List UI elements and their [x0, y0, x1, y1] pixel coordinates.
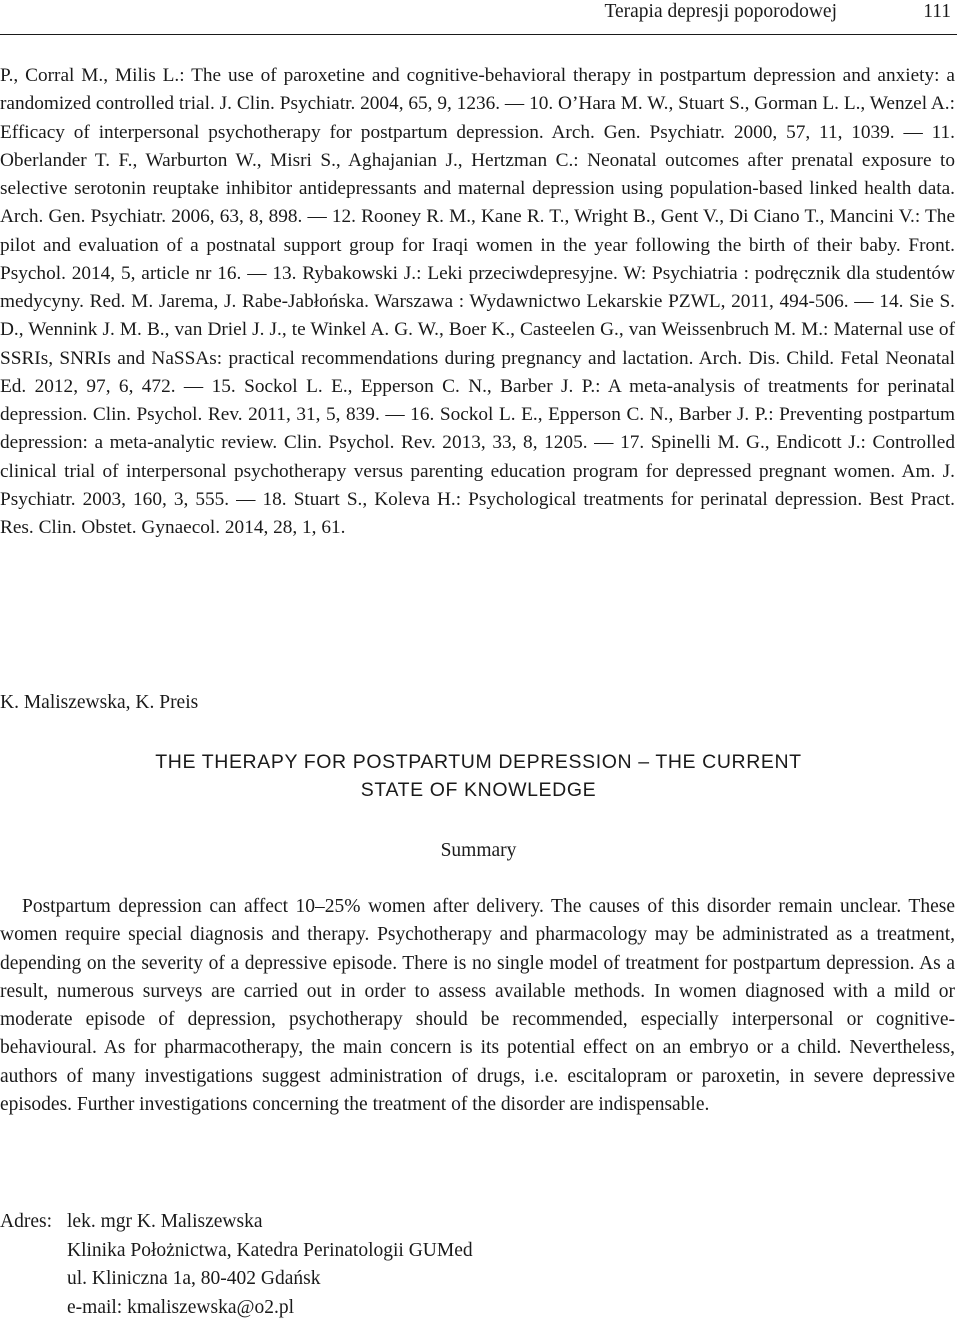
- english-title-line-1: THE THERAPY FOR POSTPARTUM DEPRESSION – THE CURRENT: [155, 751, 802, 773]
- page-number: 111: [923, 1, 951, 22]
- address-label: Adres:: [0, 1211, 52, 1232]
- running-header: [0, 0, 957, 26]
- header-rule: [0, 34, 957, 35]
- correspondence-address: [0, 1208, 473, 1322]
- address-line: lek. mgr K. Maliszewska: [67, 1211, 263, 1232]
- address-email: e-mail: kmaliszewska@o2.pl: [67, 1296, 294, 1318]
- references-list: P., Corral M., Milis L.: The use of paroxetine and cognitive-behavioral therapy in postpartum depression and anxiety: a randomized controlled trial. J. Clin. Psychiatr. 2004, 65, 9, 1236. — 10. O’Hara M. W., Stuart S., Gorman L. L., Wenzel A.: Efficacy of interpersonal psychotherapy for postpartum depression. Arch. Gen. Psychiatr. 2000, 57, 11, 1039. — 11. Oberlander T. F., Warburton W., Misri S., Aghajanian J., Hertzman C.: Neonatal outcomes after prenatal exposure to selective serotonin reuptake inhibitor antidepressants and maternal depression using population-based linked health data. Arch. Gen. Psychiatr. 2006, 63, 8, 898. — 12. Rooney R. M., Kane R. T., Wright B., Gent V., Di Ciano T., Mancini V.: The pilot and evaluation of a postnatal support group for Iraqi women in the year following the birth of their baby. Front. Psychol. 2014, 5, article nr 16. — 13. Rybakowski J.: Leki przeciwdepresyjne. W: Psychiatria : podręcznik dla studentów medycyny. Red. M. Jarema, J. Rabe-Jabłońska. Warszawa : Wydawnictwo Lekarskie PZWL, 2011, 494-506. — 14. Sie S. D., Wennink J. M. B., van Driel J. J., te Winkel A. G. W., Boer K., Casteelen G., van Weissenbruch M. M.: Maternal use of SSRIs, SNRIs and NaSSAs: practical recommendations during pregnancy and lactation. Arch. Dis. Child. Fetal Neonatal Ed. 2012, 97, 6, 472. — 15. Sockol L. E., Epperson C. N., Barber J. P.: A meta-analysis of treatments for perinatal depression. Clin. Psychol. Rev. 2011, 31, 5, 839. — 16. Sockol L. E., Epperson C. N., Barber J. P.: Preventing postpartum depression: a meta-analytic review. Clin. Psychol. Rev. 2013, 33, 8, 1205. — 17. Spinelli M. G., Endicott J.: Controlled clinical trial of interpersonal psychotherapy versus parenting education program for depressed pregnant women. Am. J. Psychiatr. 2003, 160, 3, 555. — 18. Stuart S., Koleva H.: Psychological treatments for perinatal depression. Best Pract. Res. Clin. Obstet. Gynaecol. 2014, 28, 1, 61.: [0, 65, 955, 538]
- address-line: ul. Kliniczna 1a, 80-402 Gdańsk: [67, 1268, 321, 1289]
- running-title: Terapia depresji poporodowej: [604, 1, 837, 22]
- abstract-authors: K. Maliszewska, K. Preis: [0, 692, 199, 713]
- address-row: [0, 1265, 473, 1294]
- summary-heading: Summary: [440, 840, 517, 861]
- summary-text: Postpartum depression can affect 10–25% women after delivery. The causes of this disorder remain unclear. These women require special diagnosis and therapy. Psychotherapy and pharmacology may be administrated as a treatment, depending on the severity of a depressive episode. There is no single model of treatment for postpartum depression. As a result, numerous surveys are carried out in order to assess available methods. In women diagnosed with a mild or moderate episode of depression, psychotherapy should be recommended, especially interpersonal or cognitive-behavioural. As for pharmacotherapy, the main concern is its potential effect on an embryo or a child. Nevertheless, authors of many investigations suggest administration of drugs, i.e. escitalopram or paroxetin, in severe depressive episodes. Further investigations concerning the treatment of the disorder are indispensable.: [0, 896, 955, 1115]
- address-row: [0, 1237, 473, 1266]
- address-row: [0, 1294, 473, 1323]
- address-row: [0, 1208, 473, 1237]
- english-title-line-2: STATE OF KNOWLEDGE: [360, 779, 597, 801]
- address-line: Klinika Położnictwa, Katedra Perinatologii GUMed: [67, 1239, 473, 1261]
- english-title: [0, 748, 957, 804]
